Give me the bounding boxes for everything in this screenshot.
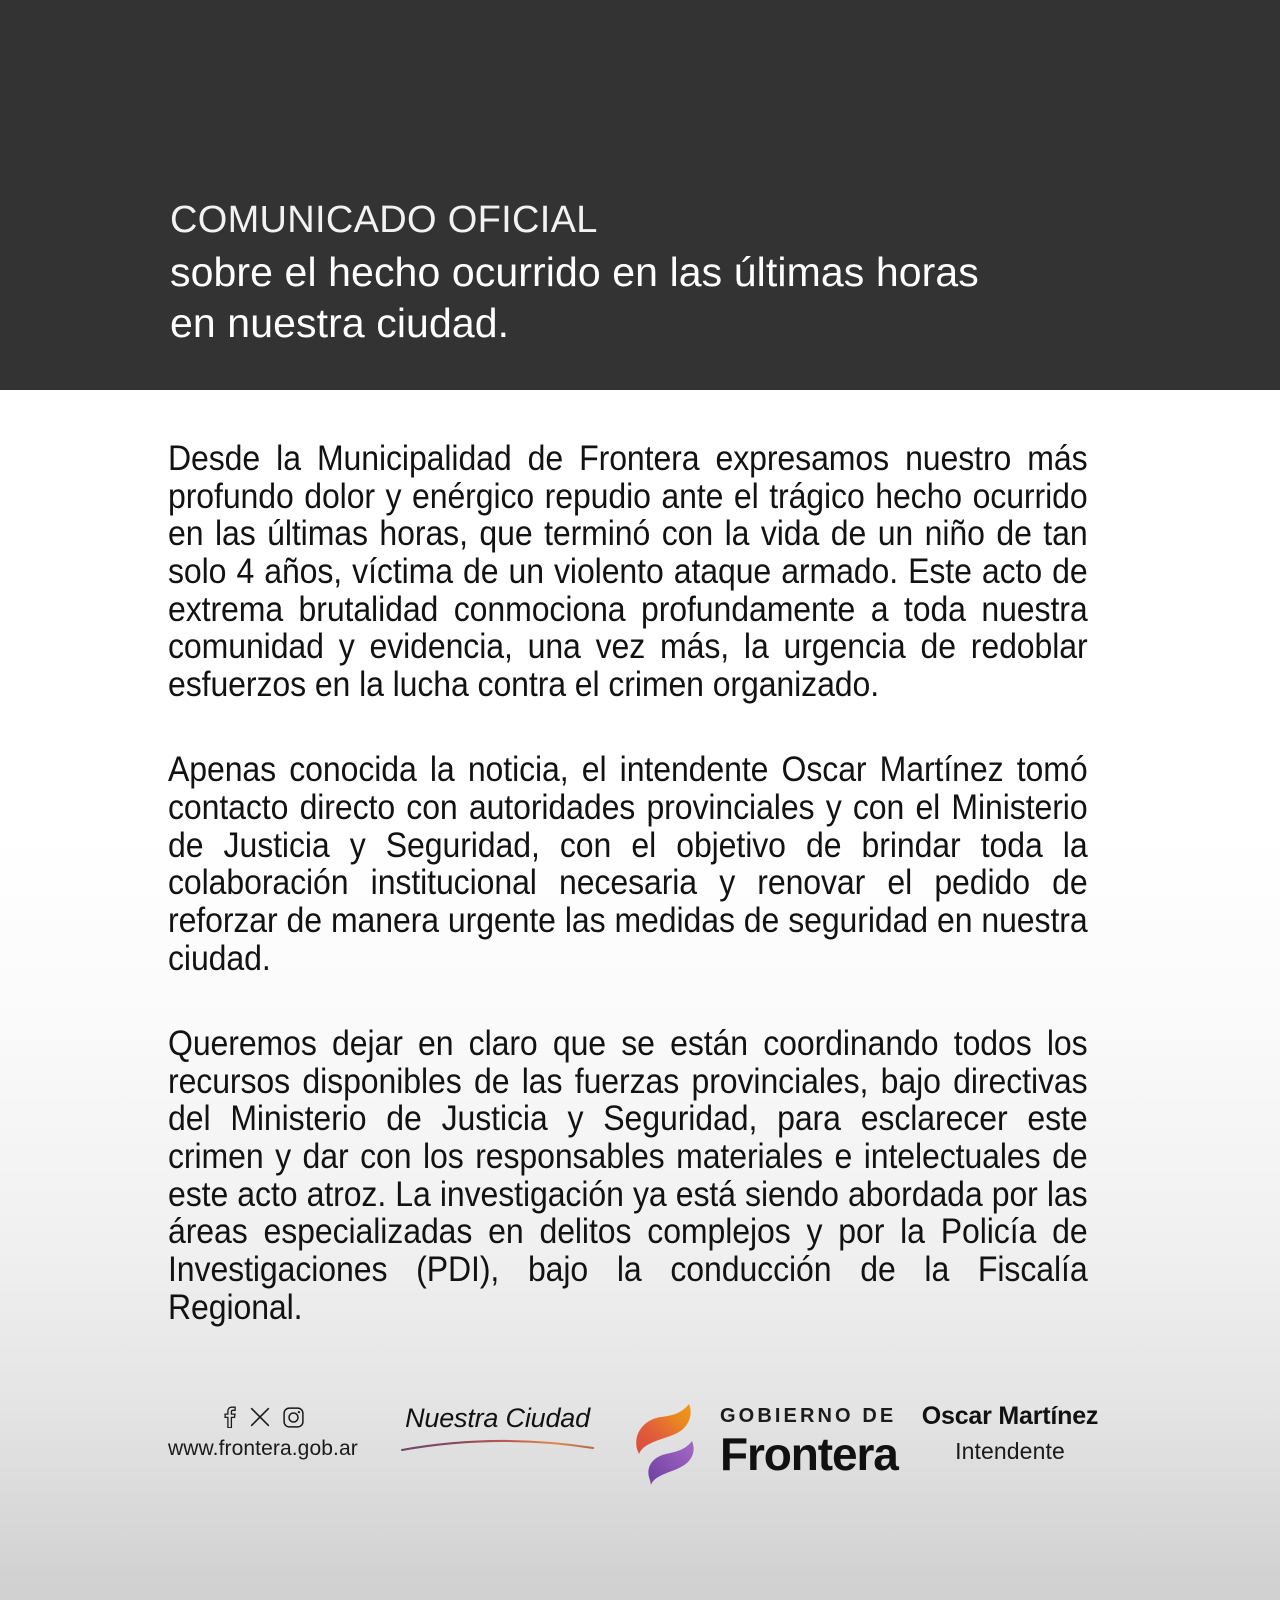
body-paragraph: Queremos dejar en claro que se están coordinando todos los recursos disponibles de las fuerzas provinciales, bajo directivas del Ministerio de Justicia y Seguridad, para esclarecer este crimen y dar con los responsables materiales e intelectuales de este acto atroz. La investigación ya está siendo abordada por las áreas especializadas en delitos complejos y por la Policía de Investigaciones (PDI), bajo la conducción de la Fiscalía Regional. bbox=[168, 1024, 1088, 1327]
headline-line-1: sobre el hecho ocurrido en las últimas horas bbox=[170, 248, 979, 295]
government-logo-kicker: GOBIERNO DE bbox=[720, 1405, 897, 1427]
government-logo-text bbox=[720, 1402, 898, 1480]
header-headline bbox=[170, 247, 1130, 350]
body-paragraph: Apenas conocida la noticia, el intendente Oscar Martínez tomó contacto directo con autoridades provinciales y con el Ministerio de Justicia y Seguridad, con el objetivo de brindar toda la colaboración institucional necesaria y renovar el pedido de reforzar de manera urgente las medidas de seguridad en nuestra ciudad. bbox=[168, 750, 1088, 978]
brand-arc-decoration bbox=[390, 1435, 605, 1453]
body-paragraph: Desde la Municipalidad de Frontera expresamos nuestro más profundo dolor y enérgico repudio ante el trágico hecho ocurrido en las últimas horas, que terminó con la vida de un niño de tan solo 4 años, víctima de un violento ataque armado. Este acto de extrema brutalidad conmociona profundamente a toda nuestra comunidad y evidencia, una vez más, la urgencia de redoblar esfuerzos en la lucha contra el crimen organizado. bbox=[168, 439, 1088, 704]
header-text-group bbox=[170, 196, 1130, 350]
header-banner bbox=[0, 0, 1280, 390]
city-brand-text: Nuestra Ciudad bbox=[405, 1403, 590, 1433]
frontera-flame-emblem bbox=[628, 1392, 706, 1487]
social-contact-block bbox=[168, 1406, 428, 1461]
government-logo bbox=[628, 1392, 898, 1487]
facebook-icon[interactable] bbox=[220, 1406, 237, 1428]
headline-line-2: en nuestra ciudad. bbox=[170, 300, 510, 347]
city-brand-logo bbox=[390, 1403, 605, 1453]
government-logo-name: Frontera bbox=[720, 1428, 898, 1480]
x-twitter-icon[interactable] bbox=[250, 1407, 270, 1427]
mayor-signature-block bbox=[905, 1402, 1115, 1465]
statement-body bbox=[168, 440, 1090, 1326]
mayor-role: Intendente bbox=[955, 1438, 1065, 1464]
footer bbox=[0, 1378, 1280, 1498]
header-kicker: COMUNICADO OFICIAL bbox=[170, 199, 598, 241]
instagram-icon[interactable] bbox=[283, 1407, 304, 1428]
mayor-name: Oscar Martínez bbox=[921, 1402, 1099, 1430]
website-url[interactable]: www.frontera.gob.ar bbox=[168, 1437, 358, 1460]
